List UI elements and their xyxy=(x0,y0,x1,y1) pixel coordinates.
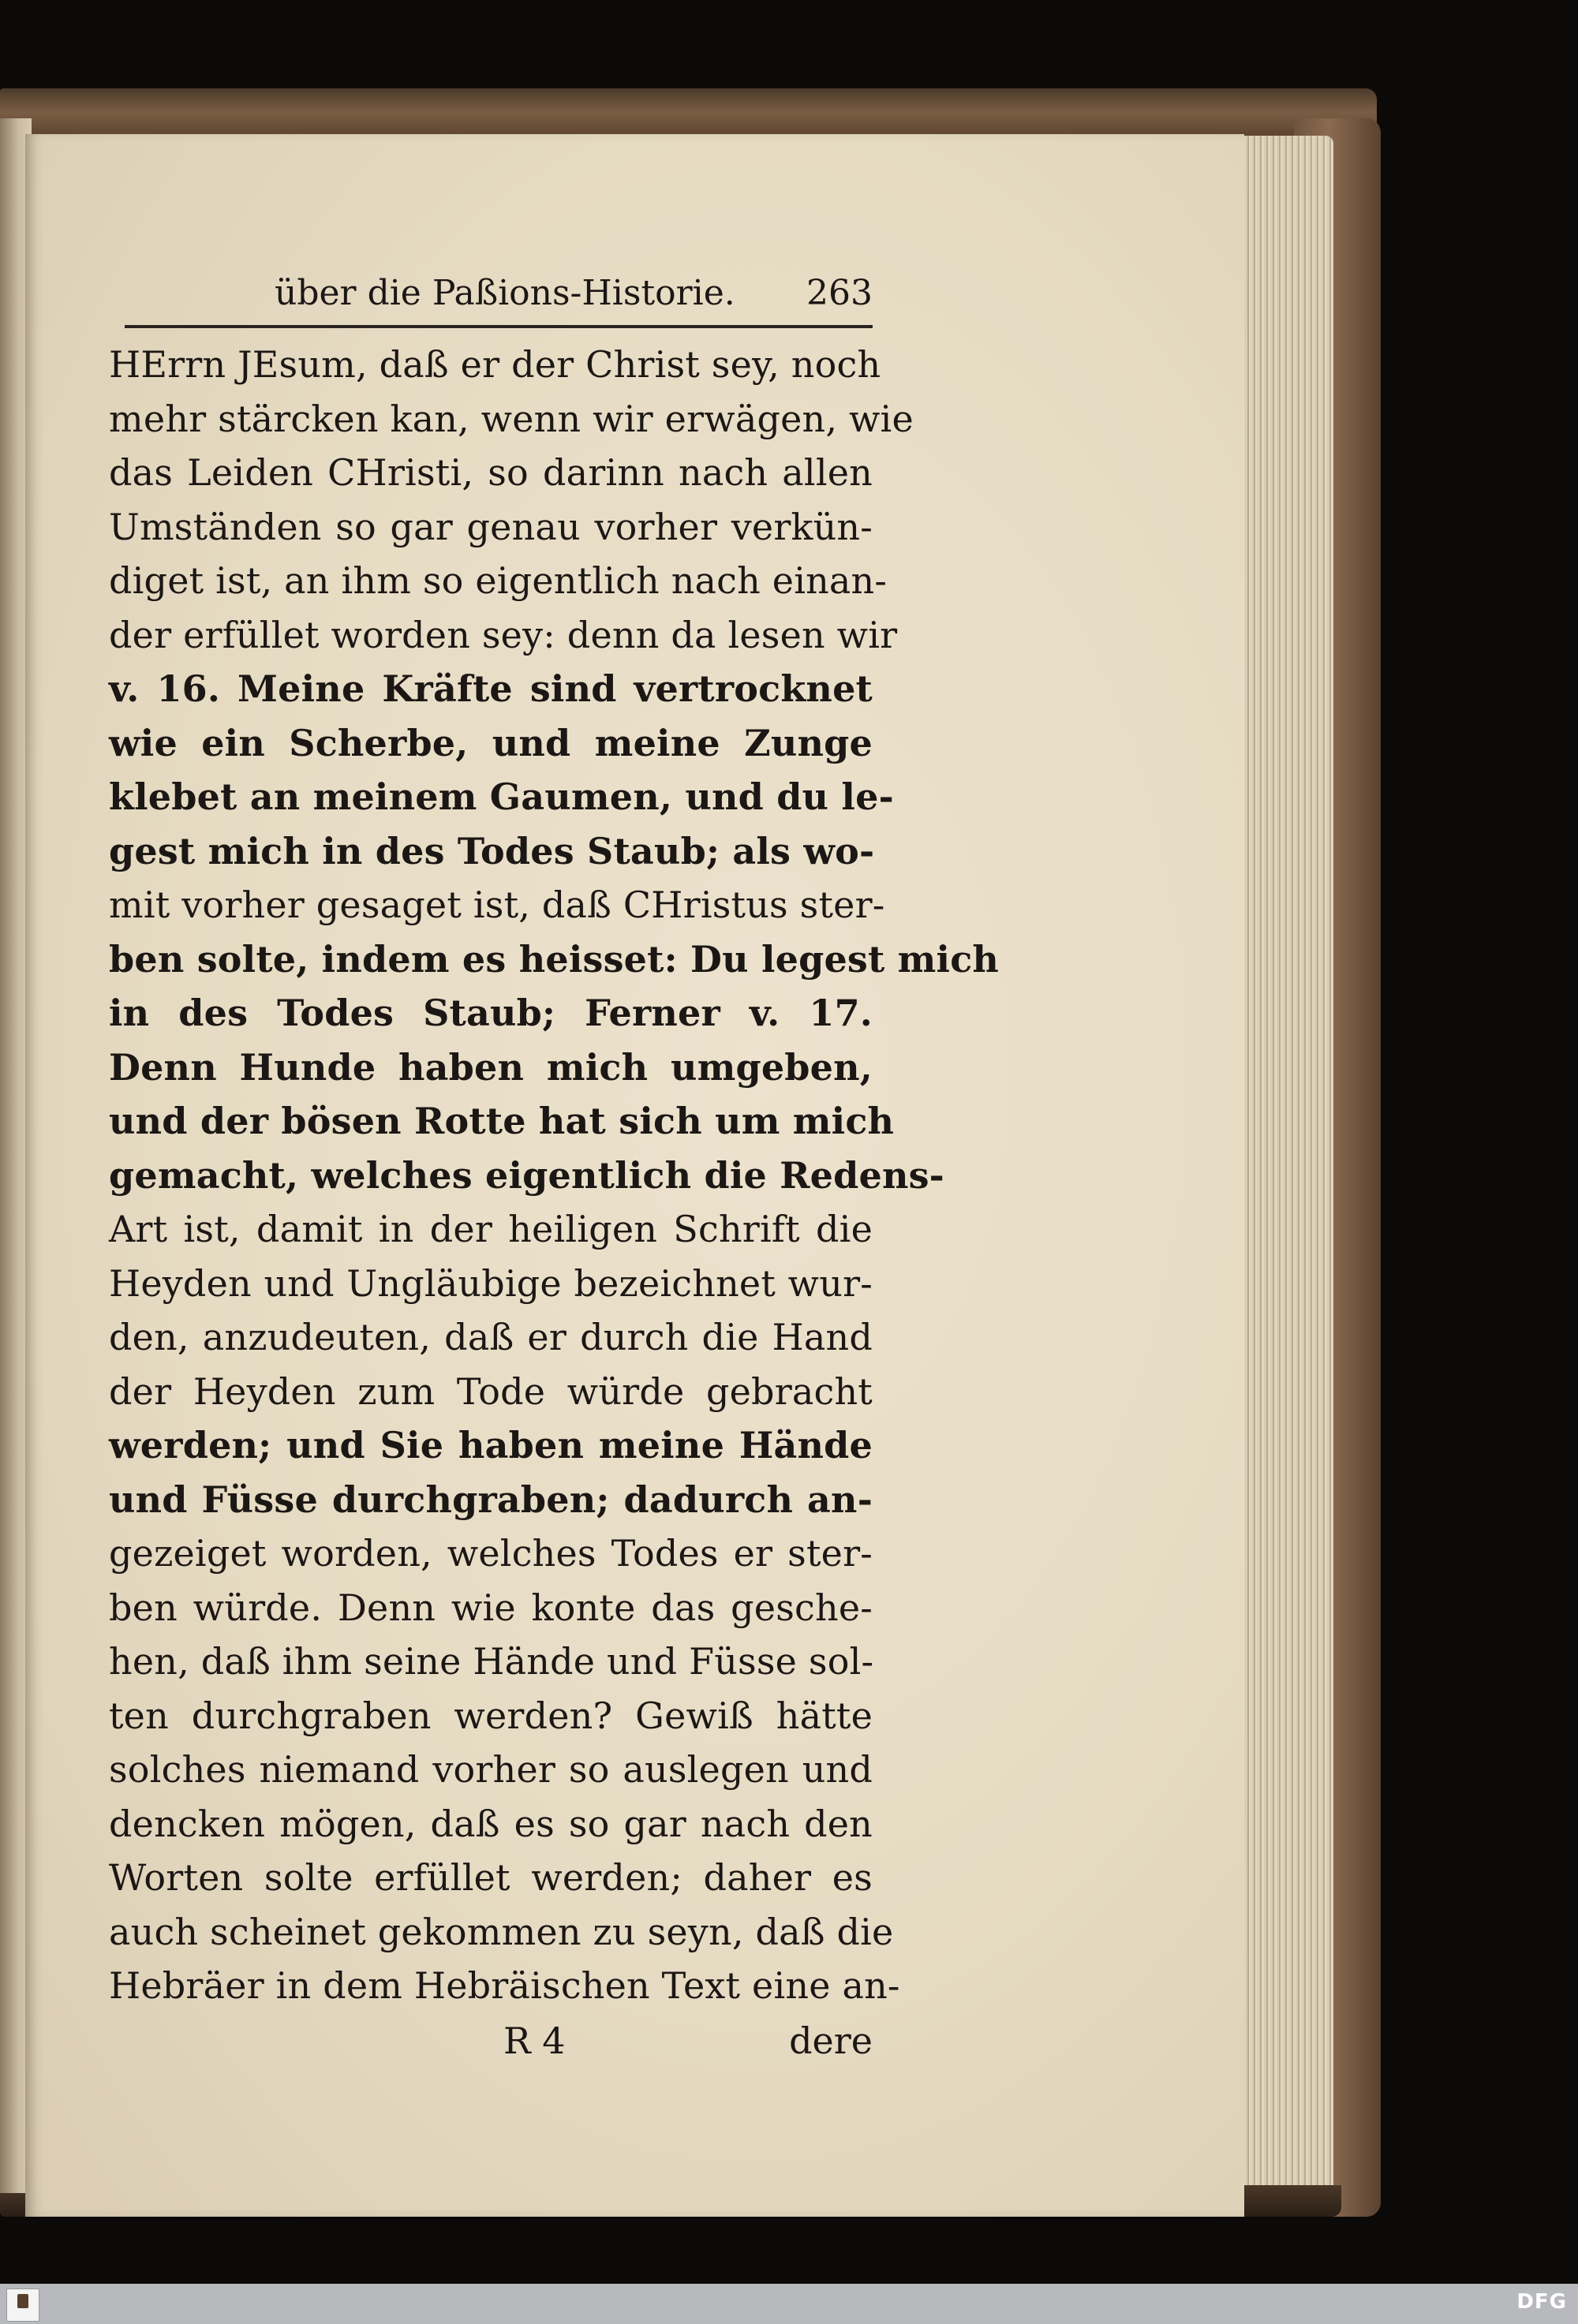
text-line: gezeiget worden, welches Todes er ster- xyxy=(109,1532,873,1575)
show-through-ink xyxy=(972,576,1130,671)
text-line: wie ein Scherbe, und meine Zunge xyxy=(109,721,873,764)
text-line: in des Todes Staub; Ferner v. 17. xyxy=(109,992,873,1034)
book-cover-top-edge xyxy=(0,88,1377,136)
text-line: ben solte, indem es heisset: Du legest mich xyxy=(109,937,1000,981)
text-line: Worten solte erfüllet werden; daher es xyxy=(109,1856,873,1899)
text-line: und der bösen Rotte hat sich um mich xyxy=(109,1100,895,1142)
text-line: ben würde. Denn wie konte das gesche- xyxy=(109,1586,873,1629)
text-line: v. 16. Meine Kräfte sind vertrocknet xyxy=(109,667,873,710)
text-line: mit vorher gesaget ist, daß CHristus ster- xyxy=(109,884,885,926)
library-logo-icon xyxy=(6,2289,39,2322)
text-line: diget ist, an ihm so eigentlich nach einan- xyxy=(109,559,888,602)
text-line: der erfüllet worden sey: denn da lesen wir xyxy=(109,613,898,656)
text-line: Denn Hunde haben mich umgeben, xyxy=(109,1045,873,1089)
book-page xyxy=(25,134,1244,2217)
page-block-edges xyxy=(1232,136,1333,2210)
text-line: und Füsse durchgraben; dadurch an- xyxy=(109,1478,873,1521)
text-line: Art ist, damit in der heiligen Schrift die xyxy=(109,1208,873,1250)
text-line: werden; und Sie haben meine Hände xyxy=(109,1424,873,1467)
viewer-bottom-bar xyxy=(0,2284,1578,2324)
text-line: auch scheinet gekommen zu seyn, daß die xyxy=(109,1910,894,1953)
text-line: der Heyden zum Tode würde gebracht xyxy=(109,1369,873,1413)
catchword: dere xyxy=(789,2019,873,2062)
text-line: Umständen so gar genau vorher verkün- xyxy=(109,505,873,548)
text-line: hen, daß ihm seine Hände und Füsse sol- xyxy=(109,1640,874,1683)
page-footer xyxy=(109,2013,873,2068)
text-line: gemacht, welches eigentlich die Redens- xyxy=(109,1153,944,1197)
running-head-title: über die Paßions-Historie. xyxy=(275,273,735,313)
text-line: HErrn JEsum, daß er der Christ sey, noch xyxy=(109,343,881,386)
body-text xyxy=(109,338,1000,2013)
text-line: mehr stärcken kan, wenn wir erwägen, wie xyxy=(109,397,914,440)
text-line: das Leiden CHristi, so darinn nach allen xyxy=(109,451,873,494)
text-line: solches niemand vorher so auslegen und xyxy=(109,1748,873,1791)
text-line: gest mich in des Todes Staub; als wo- xyxy=(109,829,875,872)
page-text-block xyxy=(109,268,1000,2068)
text-line: Heyden und Ungläubige bezeichnet wur- xyxy=(109,1261,873,1305)
dfg-logo: DFG xyxy=(1516,2290,1567,2314)
text-line: den, anzudeuten, daß er durch die Hand xyxy=(109,1316,873,1358)
running-head xyxy=(109,268,873,319)
page-number: 263 xyxy=(806,273,873,313)
running-head-rule xyxy=(125,325,873,328)
signature-mark: R 4 xyxy=(503,2019,566,2062)
text-line: Hebräer in dem Hebräischen Text eine an- xyxy=(109,1964,900,2007)
text-line: klebet an meinem Gaumen, und du le- xyxy=(109,775,894,818)
text-line: dencken mögen, daß es so gar nach den xyxy=(109,1802,873,1845)
text-line: ten durchgraben werden? Gewiß hätte xyxy=(109,1694,873,1737)
